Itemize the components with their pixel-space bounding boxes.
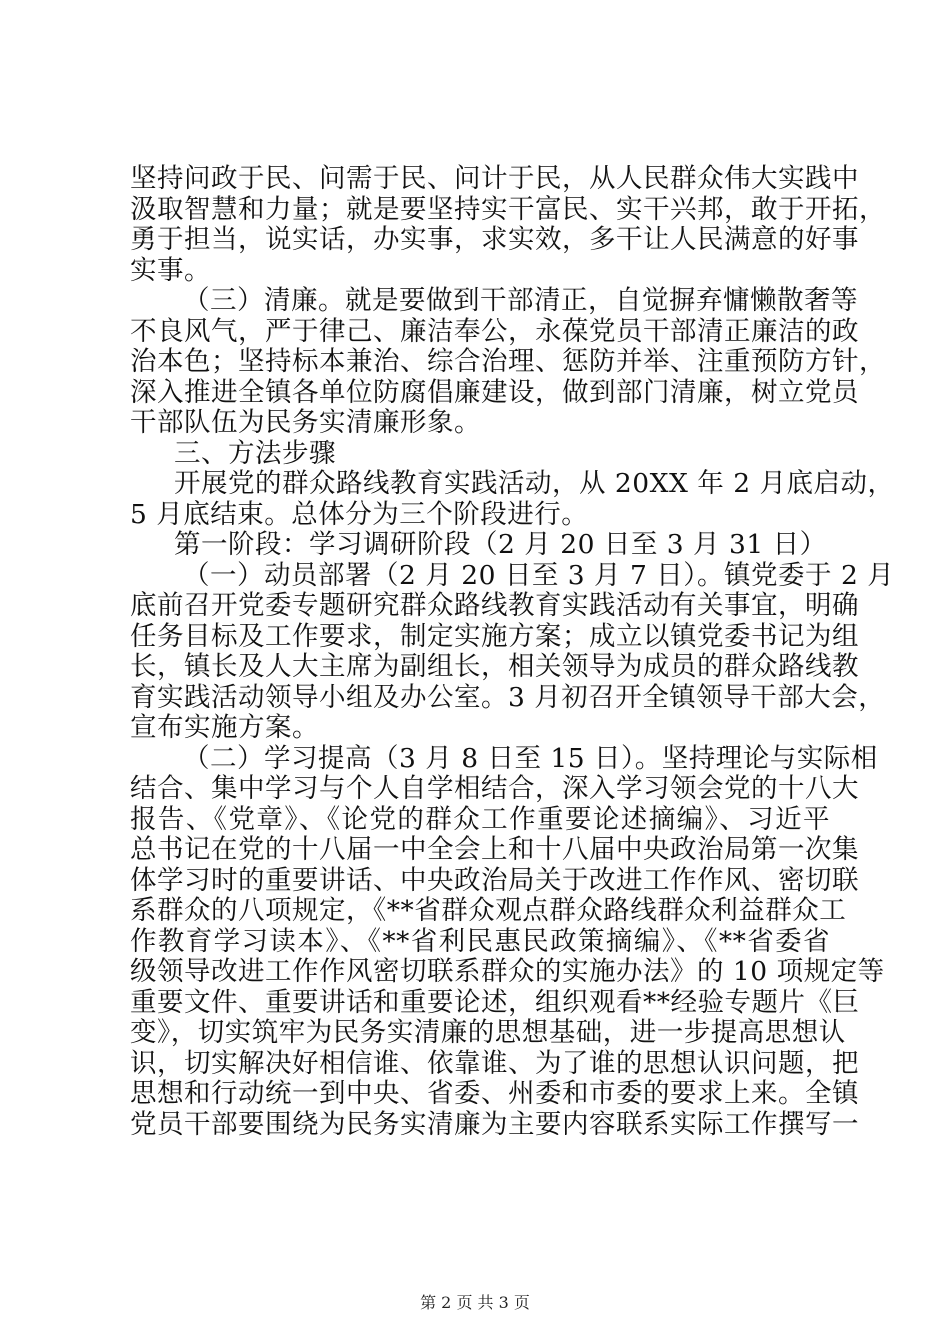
text-line: 党员干部要围绕为民务实清廉为主要内容联系实际工作撰写一 xyxy=(130,1108,859,1140)
text-line: 5 月底结束。总体分为三个阶段进行。 xyxy=(130,498,589,530)
text-line: （二）学习提高（3 月 8 日至 15 日）。坚持理论与实际相 xyxy=(183,742,878,774)
text-line: （三）清廉。就是要做到干部清正，自觉摒弃慵懒散奢等 xyxy=(183,285,858,316)
text-line: 坚持问政于民、问需于民、问计于民，从人民群众伟大实践中 xyxy=(130,163,859,194)
stage-heading: 第一阶段：学习调研阶段（2 月 20 日至 3 月 31 日） xyxy=(174,529,827,560)
section-heading: 三、方法步骤 xyxy=(174,437,336,469)
text-line: 报告、《党章》、《论党的群众工作重要论述摘编》、习近平 xyxy=(130,803,830,835)
text-line: 重要文件、重要讲话和重要论述，组织观看**经验专题片《巨 xyxy=(130,986,860,1018)
text-line: 汲取智慧和力量；就是要坚持实干富民、实干兴邦，敢于开拓， xyxy=(130,193,886,225)
text-line: 育实践活动领导小组及办公室。3 月初召开全镇领导干部大会， xyxy=(130,681,886,713)
text-line: 宣布实施方案。 xyxy=(130,712,319,743)
text-line: 作教育学习读本》、《**省利民惠民政策摘编》、《**省委省 xyxy=(130,925,830,957)
text-line: 不良风气，严于律己、廉洁奉公，永葆党员干部清正廉洁的政 xyxy=(130,315,859,347)
text-line: 思想和行动统一到中央、省委、州委和市委的要求上来。全镇 xyxy=(130,1078,859,1109)
document-body xyxy=(130,163,895,1140)
text-line: 识，切实解决好相信谁、依靠谁、为了谁的思想认识问题，把 xyxy=(130,1047,859,1079)
text-line: 深入推进全镇各单位防腐倡廉建设，做到部门清廉，树立党员 xyxy=(130,376,859,408)
text-line: 底前召开党委专题研究群众路线教育实践活动有关事宜，明确 xyxy=(130,590,859,621)
text-line: 勇于担当，说实话，办实事，求实效，多干让人民满意的好事 xyxy=(130,224,859,255)
text-line: 结合、集中学习与个人自学相结合，深入学习领会党的十八大 xyxy=(130,773,859,804)
text-line: （一）动员部署（2 月 20 日至 3 月 7 日）。镇党委于 2 月 xyxy=(183,559,895,591)
page-number-footer: 第 2 页 共 3 页 xyxy=(420,1293,530,1312)
text-line: 总书记在党的十八届一中全会上和十八届中央政治局第一次集 xyxy=(130,834,859,865)
text-line: 级领导改进工作作风密切联系群众的实施办法》的 10 项规定等 xyxy=(130,956,885,987)
text-line: 开展党的群众路线教育实践活动，从 20XX 年 2 月底启动， xyxy=(174,468,895,499)
text-line: 长，镇长及人大主席为副组长，相关领导为成员的群众路线教 xyxy=(130,651,859,682)
text-line: 干部队伍为民务实清廉形象。 xyxy=(130,407,481,438)
text-line: 体学习时的重要讲话、中央政治局关于改进工作作风、密切联 xyxy=(130,864,859,896)
text-line: 系群众的八项规定，《**省群众观点群众路线群众利益群众工 xyxy=(130,895,847,926)
text-line: 任务目标及工作要求，制定实施方案；成立以镇党委书记为组 xyxy=(130,620,859,652)
text-line: 变》，切实筑牢为民务实清廉的思想基础，进一步提高思想认 xyxy=(130,1017,846,1048)
text-line: 治本色；坚持标本兼治、综合治理、惩防并举、注重预防方针， xyxy=(130,346,886,377)
text-line: 实事。 xyxy=(130,254,211,286)
